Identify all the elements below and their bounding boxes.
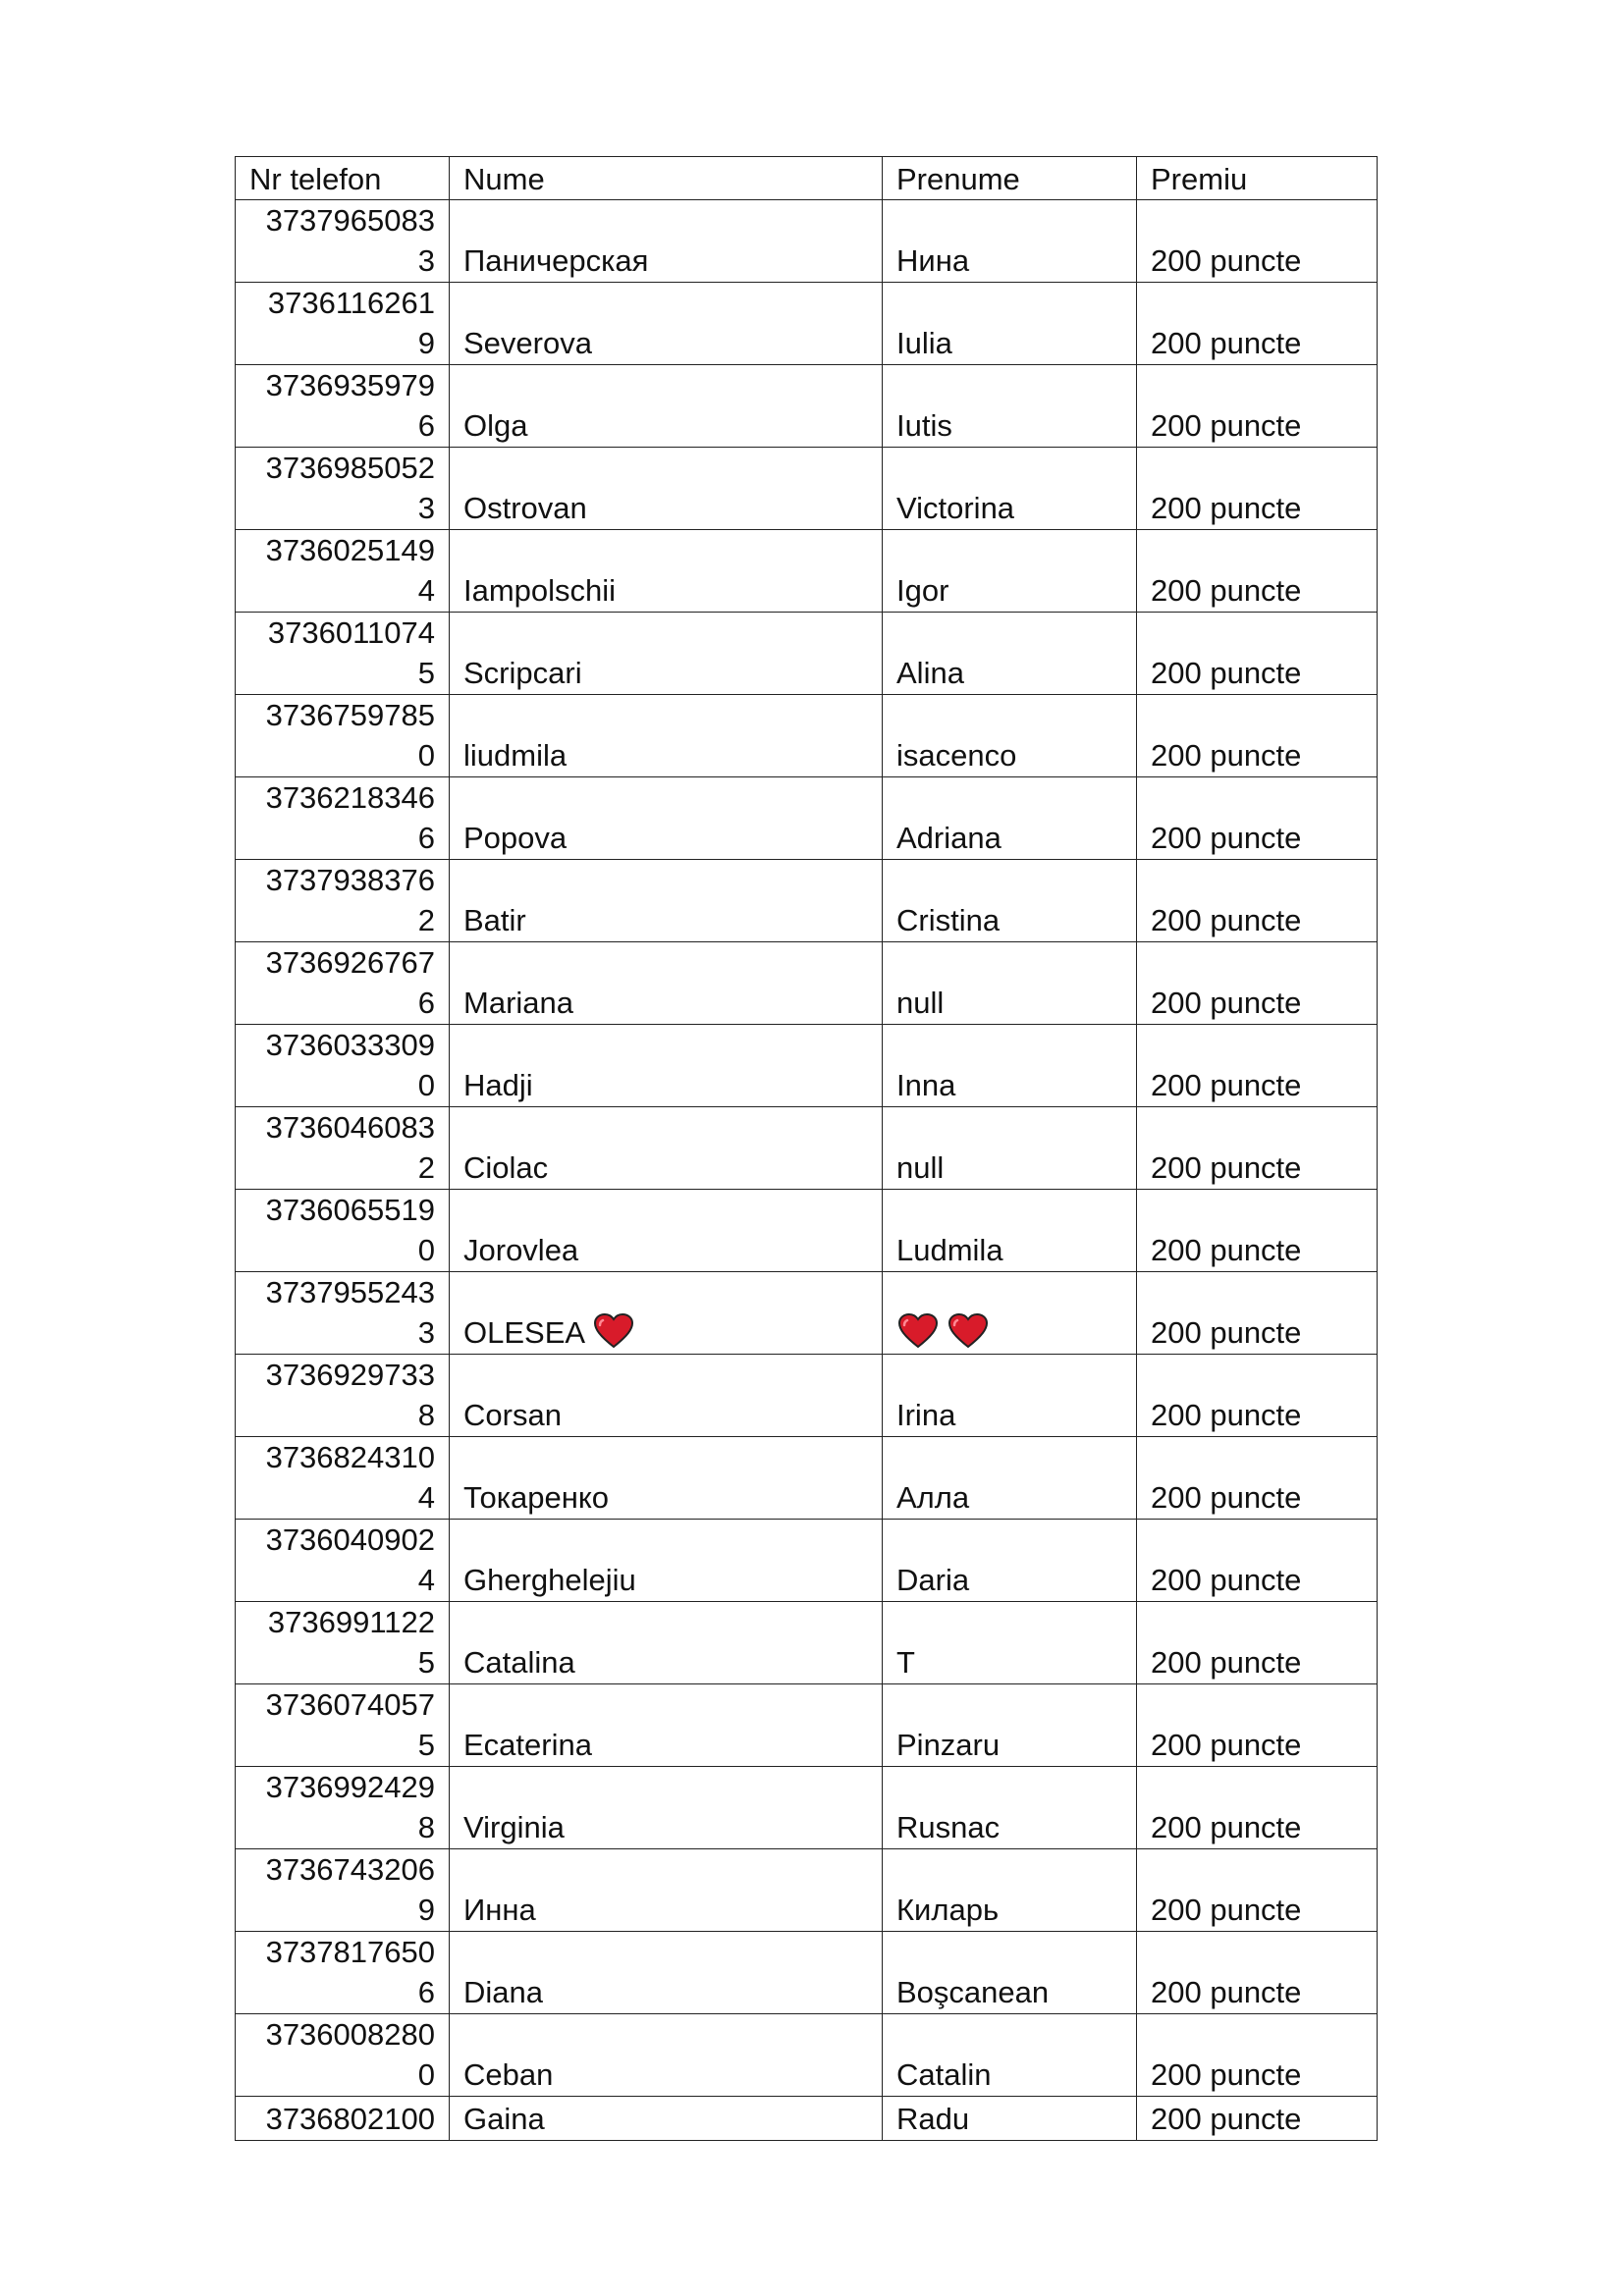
prenume-text: Daria	[896, 1563, 970, 1597]
nume-text: Severova	[463, 326, 592, 360]
cell-phone	[236, 1684, 450, 1767]
table-row	[236, 613, 1378, 695]
cell-phone	[236, 613, 450, 695]
nume-text: Iampolschii	[463, 573, 617, 608]
cell-premiu	[1137, 365, 1378, 448]
premiu-text: 200 puncte	[1151, 1975, 1302, 2009]
cell-phone	[236, 200, 450, 283]
cell-phone	[236, 530, 450, 613]
phone-line-1: 3736011074	[267, 615, 435, 650]
cell-phone	[236, 1437, 450, 1520]
cell-phone	[236, 1272, 450, 1355]
table-row	[236, 1025, 1378, 1107]
nume-text: Mariana	[463, 986, 573, 1020]
phone-line-1: 3737955243	[265, 1275, 435, 1309]
phone-line-1: 3736065519	[265, 1193, 435, 1227]
table-row	[236, 530, 1378, 613]
phone-line-1: 3736008280	[265, 2017, 435, 2052]
premiu-text: 200 puncte	[1151, 821, 1302, 855]
cell-phone	[236, 1520, 450, 1602]
phone-line-2: 5	[417, 1645, 435, 1680]
phone-line-1: 3737938376	[265, 863, 435, 897]
cell-nume	[450, 365, 883, 448]
table-row	[236, 448, 1378, 530]
cell-prenume	[883, 448, 1137, 530]
nume-text: Scripcari	[463, 656, 582, 690]
prenume-text: Victorina	[896, 491, 1015, 525]
prenume-text: Radu	[896, 2102, 970, 2136]
phone-line-2: 3	[417, 491, 435, 525]
cell-phone	[236, 695, 450, 777]
phone-line-1: 3736992429	[265, 1770, 435, 1804]
cell-phone	[236, 860, 450, 942]
phone-line-2: 6	[417, 986, 435, 1020]
premiu-text: 200 puncte	[1151, 1480, 1302, 1515]
premiu-text: 200 puncte	[1151, 326, 1302, 360]
cell-prenume	[883, 613, 1137, 695]
cell-phone	[236, 1767, 450, 1849]
prenume-text: Ludmila	[896, 1233, 1003, 1267]
phone-line-1: 3737817650	[265, 1935, 435, 1969]
cell-prenume	[883, 1684, 1137, 1767]
nume-text: Virginia	[463, 1810, 565, 1844]
cell-phone	[236, 1355, 450, 1437]
prenume-text: T	[896, 1645, 915, 1680]
cell-nume	[450, 1355, 883, 1437]
nume-text: Gherghelejiu	[463, 1563, 636, 1597]
cell-premiu	[1137, 777, 1378, 860]
nume-text: Corsan	[463, 1398, 562, 1432]
cell-phone	[236, 283, 450, 365]
cell-premiu	[1137, 2097, 1378, 2141]
premiu-text: 200 puncte	[1151, 1398, 1302, 1432]
prenume-text: isacenco	[896, 738, 1017, 773]
table-row	[236, 1107, 1378, 1190]
table-row	[236, 1520, 1378, 1602]
prenume-text: Adriana	[896, 821, 1001, 855]
phone-line-2: 6	[417, 408, 435, 443]
cell-prenume	[883, 777, 1137, 860]
premiu-text: 200 puncte	[1151, 1563, 1302, 1597]
cell-nume	[450, 1272, 883, 1355]
heart-icon	[594, 1313, 633, 1349]
phone-line-1: 3736218346	[265, 780, 435, 815]
nume-text: Ecaterina	[463, 1728, 592, 1762]
phone-line-1: 3736743206	[265, 1852, 435, 1887]
phone-line-2: 3	[417, 243, 435, 278]
cell-nume	[450, 860, 883, 942]
phone-line-2: 4	[417, 1480, 435, 1515]
cell-prenume	[883, 860, 1137, 942]
table-row	[236, 942, 1378, 1025]
cell-premiu	[1137, 695, 1378, 777]
phone-line-1: 3736074057	[265, 1687, 435, 1722]
cell-phone	[236, 2014, 450, 2097]
phone-line-2: 0	[417, 738, 435, 773]
nume-text: Ostrovan	[463, 491, 587, 525]
table-row	[236, 200, 1378, 283]
heart-icon	[948, 1313, 988, 1349]
cell-prenume	[883, 1107, 1137, 1190]
table-row	[236, 1932, 1378, 2014]
cell-phone	[236, 1190, 450, 1272]
phone-line-2: 2	[417, 1150, 435, 1185]
cell-nume	[450, 1520, 883, 1602]
cell-prenume	[883, 2014, 1137, 2097]
prenume-text: Inna	[896, 1068, 956, 1102]
cell-nume	[450, 777, 883, 860]
nume-text: Токаренко	[463, 1480, 609, 1515]
phone-line-2: 9	[417, 1893, 435, 1927]
cell-prenume	[883, 283, 1137, 365]
phone-line-1: 3736991122	[267, 1605, 435, 1639]
prize-winners-table	[235, 156, 1378, 2141]
table-row	[236, 777, 1378, 860]
premiu-text: 200 puncte	[1151, 1068, 1302, 1102]
cell-premiu	[1137, 448, 1378, 530]
cell-nume	[450, 1190, 883, 1272]
nume-text: Инна	[463, 1893, 536, 1927]
cell-premiu	[1137, 1520, 1378, 1602]
cell-premiu	[1137, 613, 1378, 695]
cell-nume	[450, 1602, 883, 1684]
prenume-text: Нина	[896, 243, 970, 278]
table-row	[236, 1190, 1378, 1272]
cell-premiu	[1137, 860, 1378, 942]
phone-line-1: 3736929733	[265, 1358, 435, 1392]
nume-text: Batir	[463, 903, 526, 937]
premiu-text: 200 puncte	[1151, 1150, 1302, 1185]
cell-nume	[450, 283, 883, 365]
cell-nume	[450, 1932, 883, 2014]
cell-nume	[450, 1684, 883, 1767]
premiu-text: 200 puncte	[1151, 1810, 1302, 1844]
table-row	[236, 695, 1378, 777]
prenume-text: Киларь	[896, 1893, 1000, 1927]
cell-premiu	[1137, 1932, 1378, 2014]
cell-prenume	[883, 365, 1137, 448]
premiu-text: 200 puncte	[1151, 491, 1302, 525]
phone-line-2: 5	[417, 656, 435, 690]
table-row	[236, 1767, 1378, 1849]
premiu-text: 200 puncte	[1151, 656, 1302, 690]
phone-line-1: 3736824310	[265, 1440, 435, 1474]
cell-nume	[450, 1767, 883, 1849]
cell-prenume	[883, 1190, 1137, 1272]
heart-icon	[898, 1313, 938, 1349]
cell-premiu	[1137, 530, 1378, 613]
table-row	[236, 860, 1378, 942]
cell-nume	[450, 1849, 883, 1932]
phone-line-2: 8	[417, 1398, 435, 1432]
premiu-text: 200 puncte	[1151, 1315, 1302, 1350]
cell-premiu	[1137, 1602, 1378, 1684]
cell-phone	[236, 777, 450, 860]
cell-premiu	[1137, 1272, 1378, 1355]
nume-text: Gaina	[463, 2102, 545, 2136]
prenume-text: Iutis	[896, 408, 952, 443]
cell-nume	[450, 1107, 883, 1190]
nume-text: OLESEA	[463, 1315, 584, 1350]
premiu-text: 200 puncte	[1151, 408, 1302, 443]
cell-phone	[236, 1107, 450, 1190]
prenume-text: Catalin	[896, 2057, 992, 2092]
premiu-text: 200 puncte	[1151, 738, 1302, 773]
table-row	[236, 365, 1378, 448]
cell-premiu	[1137, 1849, 1378, 1932]
cell-prenume	[883, 1520, 1137, 1602]
cell-prenume	[883, 1272, 1137, 1355]
phone-line-2: 2	[417, 903, 435, 937]
cell-prenume	[883, 530, 1137, 613]
phone-line-1: 3736046083	[265, 1110, 435, 1145]
cell-prenume	[883, 200, 1137, 283]
cell-phone	[236, 1602, 450, 1684]
header-premiu: Premiu	[1137, 157, 1378, 200]
cell-nume	[450, 1437, 883, 1520]
cell-nume	[450, 2097, 883, 2141]
phone-line-1: 3736033309	[265, 1028, 435, 1062]
cell-prenume	[883, 1437, 1137, 1520]
cell-nume	[450, 613, 883, 695]
cell-prenume	[883, 695, 1137, 777]
phone-line-2: 8	[417, 1810, 435, 1844]
prenume-text: Alina	[896, 656, 964, 690]
phone-line-1: 3736802100	[265, 2102, 435, 2136]
table-row	[236, 2097, 1378, 2141]
phone-line-2: 3	[417, 1315, 435, 1350]
phone-line-2: 6	[417, 821, 435, 855]
cell-prenume	[883, 1602, 1137, 1684]
premiu-text: 200 puncte	[1151, 986, 1302, 1020]
phone-line-1: 3736935979	[265, 368, 435, 402]
phone-line-2: 5	[417, 1728, 435, 1762]
cell-nume	[450, 448, 883, 530]
premiu-text: 200 puncte	[1151, 573, 1302, 608]
premiu-text: 200 puncte	[1151, 1645, 1302, 1680]
table-row	[236, 1684, 1378, 1767]
table-body	[236, 200, 1378, 2141]
phone-line-2: 4	[417, 1563, 435, 1597]
prenume-text: Irina	[896, 1398, 956, 1432]
cell-nume	[450, 942, 883, 1025]
cell-prenume	[883, 1932, 1137, 2014]
cell-prenume	[883, 1849, 1137, 1932]
header-phone: Nr telefon	[236, 157, 450, 200]
cell-premiu	[1137, 2014, 1378, 2097]
phone-line-1: 3737965083	[265, 203, 435, 238]
cell-phone	[236, 448, 450, 530]
phone-line-1: 3736926767	[265, 945, 435, 980]
cell-phone	[236, 1849, 450, 1932]
table-row	[236, 1437, 1378, 1520]
header-nume: Nume	[450, 157, 883, 200]
phone-line-2: 0	[417, 1068, 435, 1102]
table-header-row	[236, 157, 1378, 200]
cell-premiu	[1137, 200, 1378, 283]
cell-nume	[450, 695, 883, 777]
phone-line-2: 6	[417, 1975, 435, 2009]
cell-prenume	[883, 1355, 1137, 1437]
cell-prenume	[883, 1767, 1137, 1849]
premiu-text: 200 puncte	[1151, 243, 1302, 278]
nume-text: Jorovlea	[463, 1233, 579, 1267]
table-row	[236, 1849, 1378, 1932]
table-row	[236, 1355, 1378, 1437]
nume-text: Ceban	[463, 2057, 554, 2092]
premiu-text: 200 puncte	[1151, 1893, 1302, 1927]
phone-line-1: 3736116261	[267, 286, 435, 320]
premiu-text: 200 puncte	[1151, 1233, 1302, 1267]
nume-text: Hadji	[463, 1068, 533, 1102]
nume-text: Ciolac	[463, 1150, 549, 1185]
phone-line-2: 9	[417, 326, 435, 360]
cell-phone	[236, 365, 450, 448]
cell-nume	[450, 1025, 883, 1107]
nume-text: liudmila	[463, 738, 568, 773]
prenume-text: Алла	[896, 1480, 970, 1515]
table-row	[236, 1602, 1378, 1684]
prenume-text: Rusnac	[896, 1810, 1001, 1844]
table-row	[236, 2014, 1378, 2097]
cell-premiu	[1137, 283, 1378, 365]
premiu-text: 200 puncte	[1151, 1728, 1302, 1762]
cell-premiu	[1137, 1767, 1378, 1849]
nume-text: Catalina	[463, 1645, 575, 1680]
cell-phone	[236, 1025, 450, 1107]
cell-premiu	[1137, 1437, 1378, 1520]
premiu-text: 200 puncte	[1151, 2102, 1302, 2136]
phone-line-2: 4	[417, 573, 435, 608]
table-row	[236, 1272, 1378, 1355]
cell-premiu	[1137, 1025, 1378, 1107]
phone-line-2: 0	[417, 2057, 435, 2092]
prenume-text: Igor	[896, 573, 949, 608]
cell-premiu	[1137, 1355, 1378, 1437]
cell-phone	[236, 942, 450, 1025]
nume-text: Diana	[463, 1975, 543, 2009]
nume-text: Olga	[463, 408, 528, 443]
nume-text: Паничерская	[463, 243, 649, 278]
premiu-text: 200 puncte	[1151, 903, 1302, 937]
cell-prenume	[883, 942, 1137, 1025]
prenume-text: Pinzaru	[896, 1728, 1001, 1762]
cell-nume	[450, 530, 883, 613]
cell-phone	[236, 2097, 450, 2141]
cell-nume	[450, 2014, 883, 2097]
cell-prenume	[883, 1025, 1137, 1107]
phone-line-1: 3736040902	[265, 1522, 435, 1557]
cell-premiu	[1137, 1190, 1378, 1272]
phone-line-2: 0	[417, 1233, 435, 1267]
phone-line-1: 3736025149	[265, 533, 435, 567]
cell-phone	[236, 1932, 450, 2014]
prenume-text: Boşcanean	[896, 1975, 1050, 2009]
phone-line-1: 3736759785	[265, 698, 435, 732]
cell-premiu	[1137, 1107, 1378, 1190]
prenume-text: Cristina	[896, 903, 1001, 937]
prenume-text: null	[896, 1150, 945, 1185]
premiu-text: 200 puncte	[1151, 2057, 1302, 2092]
cell-premiu	[1137, 942, 1378, 1025]
cell-nume	[450, 200, 883, 283]
header-prenume: Prenume	[883, 157, 1137, 200]
cell-prenume	[883, 2097, 1137, 2141]
phone-line-1: 3736985052	[265, 451, 435, 485]
nume-text: Popova	[463, 821, 568, 855]
prenume-text: Iulia	[896, 326, 952, 360]
cell-premiu	[1137, 1684, 1378, 1767]
prenume-text: null	[896, 986, 945, 1020]
table-row	[236, 283, 1378, 365]
